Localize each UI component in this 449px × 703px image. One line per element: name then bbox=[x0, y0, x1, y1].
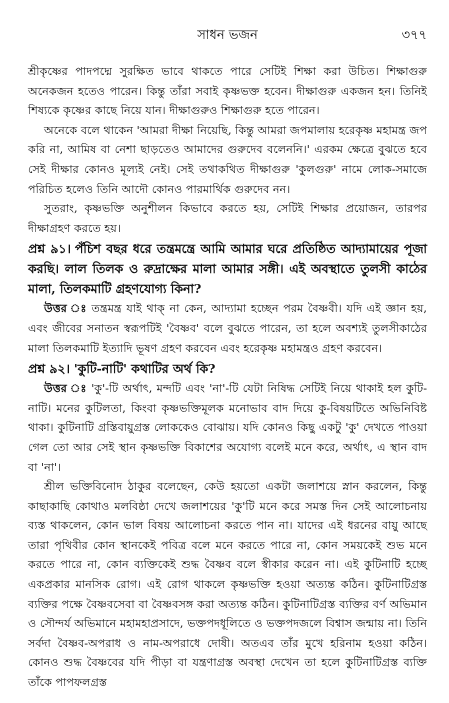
question-label: প্রশ্ন ৯২। bbox=[28, 361, 70, 377]
running-title: সাধন ভজন bbox=[197, 28, 258, 43]
answer-label: উত্তর ঃ bbox=[44, 381, 88, 396]
paragraph-2: অনেকে বলে থাকেন 'আমরা দীক্ষা নিয়েছি, কিন্তু আমরা জপমালায় হরেকৃষ্ণ মহামন্ত্র জপ করি না, আমিষ বা নেশা ছাড়তেও আমাদের গুরুদেব বলেননি।' এরকম ক্ষেত্রে বুঝতে হবে সেই দীক্ষার কোনও মূল্যই নেই। সেই তথাকথিত দীক্ষাগুরু 'কুলগুরু' নামে লোক-সমাজে পরিচিত হলেও তিনি আদৌ কোনও পারমার্থিক গুরুদেব নন। bbox=[28, 123, 427, 196]
question-91 bbox=[28, 239, 427, 299]
paragraph-3: সুতরাং, কৃষ্ণভক্তি অনুশীলন কিভাবে করতে হয়, সেটিই শিক্ষার প্রয়োজন, তারপর দীক্ষাগ্রহণ করতে হয়। bbox=[28, 202, 427, 235]
answer-label: উত্তর ঃ bbox=[44, 301, 88, 316]
answer-text: তন্ত্রমন্ত্র যাই থাক্‌ না কেন, আদ্যামা হচ্ছেন পরম বৈষ্ণবী। যদি এই জ্ঞান হয়, এবং জীবের সনাতন স্বরূপটিই 'বৈষ্ণব' বলে বুঝতে পারেন, তা হলে অবশ্যই তুলসীকাঠের মালা তিলকমাটি ইত্যাদি ভূষণ গ্রহণ করবেন এবং হরেকৃষ্ণ মহামন্ত্রও গ্রহণ করবেন। bbox=[28, 302, 427, 355]
paragraph-1: শ্রীকৃষ্ণের পাদপদ্মে সুরক্ষিত ভাবে থাকতে পারে সেটিই শিক্ষা করা উচিত। শিক্ষাগুরু অনেকজন হতেও পারেন। কিন্তু তাঁরা সবাই কৃষ্ণভক্ত হবেন। দীক্ষাগুরু একজন হন। তিনিই শিষ্যকে কৃষ্ণের কাছে নিয়ে যান। দীক্ষাগুরুও শিক্ষাগুরু হতে পারেন। bbox=[28, 65, 427, 118]
question-92 bbox=[28, 359, 427, 379]
page-number: ৩৭৭ bbox=[401, 28, 427, 43]
page-body bbox=[28, 62, 427, 693]
answer-91 bbox=[28, 299, 427, 358]
question-text: 'কুটি-নাটি' কথাটির অর্থ কি? bbox=[73, 361, 216, 377]
paragraph-4: শ্রীল ভক্তিবিনোদ ঠাকুর বলেছেন, কেউ হয়তো একটা জলাশয়ে স্নান করলেন, কিন্তু কাছাকাছি কোথাও মলবিষ্ঠা দেখে জলাশয়ের 'কু'টি মনে করে সমস্ত দিন সেই আলোচনায় ব্যস্ত থাকলেন, কোন ভাল বিষয় আলোচনা করতে পান না। যাদের এই ধরনের বায়ু আছে তারা পৃথিবীর কোন স্থানকেই পবিত্র বলে মনে করতে পারে না, কোন সময়কেই শুভ মনে করতে পারে না, কোন ব্যক্তিকেই শুদ্ধ বৈষ্ণব বলে স্বীকার করেন না। এই কুটিনাটি হচ্ছে একপ্রকার মানসিক রোগ। এই রোগ থাকলে কৃষ্ণভক্তি হওয়া অত্যন্ত কঠিন। কুটিনাটিগ্রস্ত ব্যক্তির পক্ষে বৈষ্ণবসেবা বা বৈষ্ণবসঙ্গ করা অত্যন্ত কঠিন। কুটিনাটিগ্রস্ত ব্যক্তির বর্ণ অভিমান ও সৌন্দর্য অভিমানে মহামহাপ্রসাদে, ভক্তপদধূলিতে ও ভক্তপদজলে বিশ্বাস জন্মায় না। তিনি সর্বদা বৈষ্ণব-অপরাধ ও নাম-অপরাধে দোষী। অতএব তাঁর মুখে হরিনাম হওয়া কঠিন। কোনও শুদ্ধ বৈষ্ণবের যদি পীড়া বা যন্ত্রণাগ্রস্ত অবস্থা দেখেন তা হলে কুটিনাটিগ্রস্ত ব্যক্তি তাঁকে পাপফলগ্রস্ত bbox=[28, 480, 427, 690]
question-text: পঁচিশ বছর ধরে তন্ত্রমন্ত্রে আমি আমার ঘরে প্রতিষ্ঠিত আদ্যামায়ের পূজা করছি। লাল তিলক ও রুদ্রাক্ষের মালা আমার সঙ্গী। এই অবস্থাতে তুলসী কাঠের মালা, তিলকমাটি গ্রহণযোগ্য কিনা? bbox=[28, 241, 427, 297]
answer-text: 'কু'-টি অর্থাৎ, মন্দটি এবং 'না'-টি যেটা নিষিদ্ধ সেটিই নিয়ে থাকাই হল কুটি-নাটি। মনের কুটিলতা, কিংবা কৃষ্ণভক্তিমূলক মনোভাব বাদ দিয়ে কু-বিষয়টিতে অভিনিবিষ্ট থাকা। কুটিনাটি গ্রস্তিবায়ুগ্রস্ত লোককেও বোঝায়। যদি কোনও কিছু একটু 'কু' দেখতে পাওয়া গেল তো আর সেই স্থান কৃষ্ণভক্তি বিকাশের অযোগ্য বলেই মনে করে, অর্থাৎ, এ স্থান বাদ বা 'না'। bbox=[28, 382, 427, 474]
answer-92 bbox=[28, 379, 427, 477]
page-header bbox=[28, 26, 427, 42]
question-label: প্রশ্ন ৯১। bbox=[28, 241, 71, 257]
